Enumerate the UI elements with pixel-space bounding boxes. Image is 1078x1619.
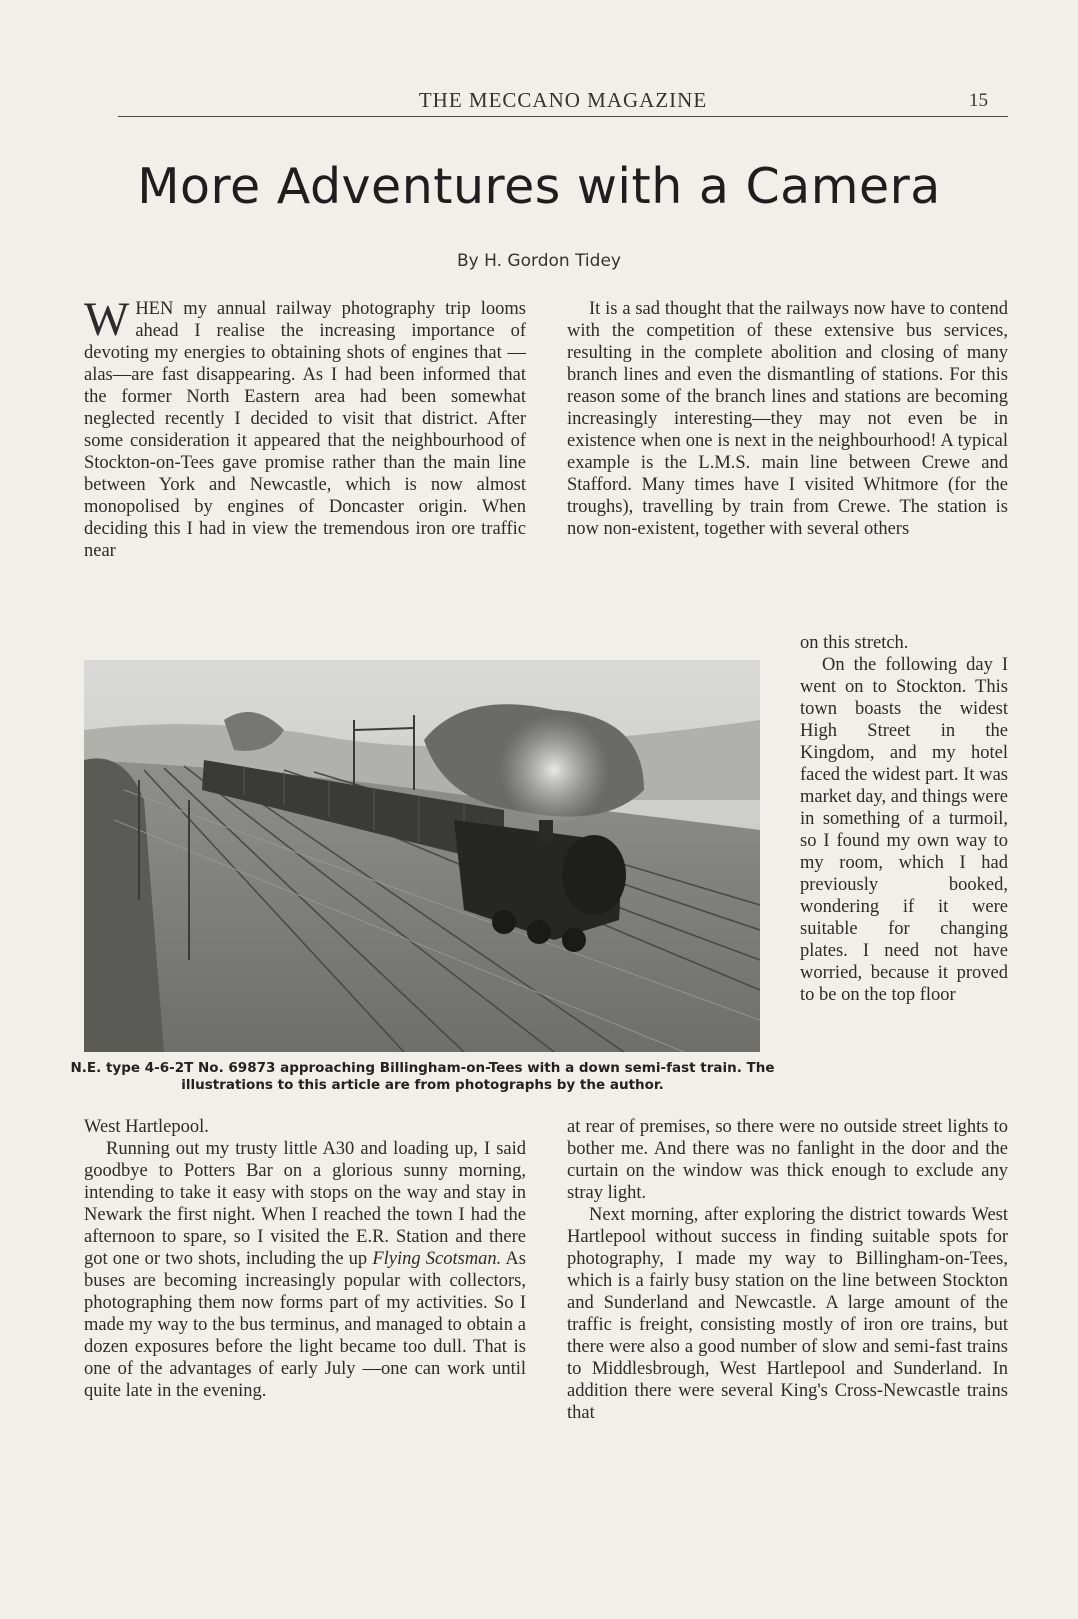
- text-run: As buses are becoming increasingly popular with collectors, photographing them now forms part of my activities. So I made my way to the bus terminus, and managed to obtain a dozen exposures before the light became too dull. That is one of the advantages of early July —one can work until quite late in the evening.: [84, 1249, 526, 1401]
- photo-caption: N.E. type 4-6-2T No. 69873 approaching Billingham-on-Tees with a down semi-fast train. The illustrations to this article are from photographs by the author.: [70, 1060, 775, 1093]
- right-column-bottom: [567, 1116, 1008, 1424]
- paragraph-end: at rear of premises, so there were no outside street lights to bother me. And there was no fanlight in the door and the curtain on the window was thick enough to exclude any stray light.: [567, 1117, 1008, 1203]
- paragraph-end: West Hartlepool.: [84, 1117, 209, 1137]
- paragraph: Next morning, after exploring the district towards West Hartlepool without success in finding suitable spots for photography, I made my way to Billingham-on-Tees, which is a fairly busy station on the line between Stockton and Sunderland and Newcastle. A large amount of the traffic is freight, consisting mostly of iron ore trains, but there were also a good number of slow and semi-fast trains to Middlesbrough, West Hartlepool and Sunderland. In addition there were several King's Cross-Newcastle trains that: [567, 1205, 1008, 1423]
- paragraph: On the following day I went on to Stockton. This town boasts the widest High Street in the Kingdom, and my hotel faced the widest part. It was market day, and things were in something of a turmoil, so I found my own way to my room, which I had previously booked, wondering if it were suitable for changing plates. I need not have worried, because it proved to be on the top floor: [800, 655, 1008, 1005]
- left-column-top: [84, 293, 526, 562]
- right-narrow-column: [800, 632, 1008, 1006]
- italic-title: Flying Scotsman.: [372, 1249, 502, 1269]
- locomotive-photo-image: [84, 660, 760, 1052]
- intro-paragraph: [84, 293, 526, 562]
- running-header: [118, 86, 1008, 117]
- right-column-top: [567, 298, 1008, 540]
- paragraph-end: on this stretch.: [800, 633, 909, 653]
- paragraph: It is a sad thought that the railways now have to contend with the competition of these extensive bus services, resulting in the complete abolition and closing of many branch lines and even the dismantling of stations. For this reason some of the branch lines and stations are becoming increasingly interesting—they may not even be in existence when one is next in the neighbourhood! A typical example is the L.M.S. main line between Crewe and Stafford. Many times have I visited Whitmore (for the troughs), travelling by train from Crewe. The station is now non-existent, together with several others: [567, 299, 1008, 539]
- left-column-bottom: [84, 1116, 526, 1402]
- intro-text: HEN my annual railway photography trip looms ahead I realise the increasing importance of devoting my energies to obtaining shots of engines that —alas—are fast disappearing. As I had been informed that the former North Eastern area had been somewhat neglected recently I decided to visit that district. After some consideration it appeared that the neighbourhood of Stockton-on-Tees gave promise rather than the main line between York and Newcastle, which is now almost monopolised by engines of Doncaster origin. When deciding this I had in view the tremendous iron ore traffic near: [84, 299, 526, 561]
- page-number: 15: [969, 90, 988, 111]
- train-photograph: [84, 660, 760, 1052]
- paragraph: [84, 1138, 526, 1402]
- magazine-name: THE MECCANO MAGAZINE: [418, 88, 708, 112]
- article-byline: By H. Gordon Tidey: [457, 251, 621, 271]
- drop-cap: W: [84, 293, 130, 346]
- article-title: More Adventures with a Camera: [137, 158, 941, 215]
- text-run: Running out my trusty little A30 and loading up, I said goodbye to Potters Bar on a glorious sunny morning, intending to take it easy with stops on the way and stay in Newark the first night. When I reached the town I had the afternoon to spare, so I visited the E.R. Station and there got one or two shots, including the up: [84, 1139, 526, 1269]
